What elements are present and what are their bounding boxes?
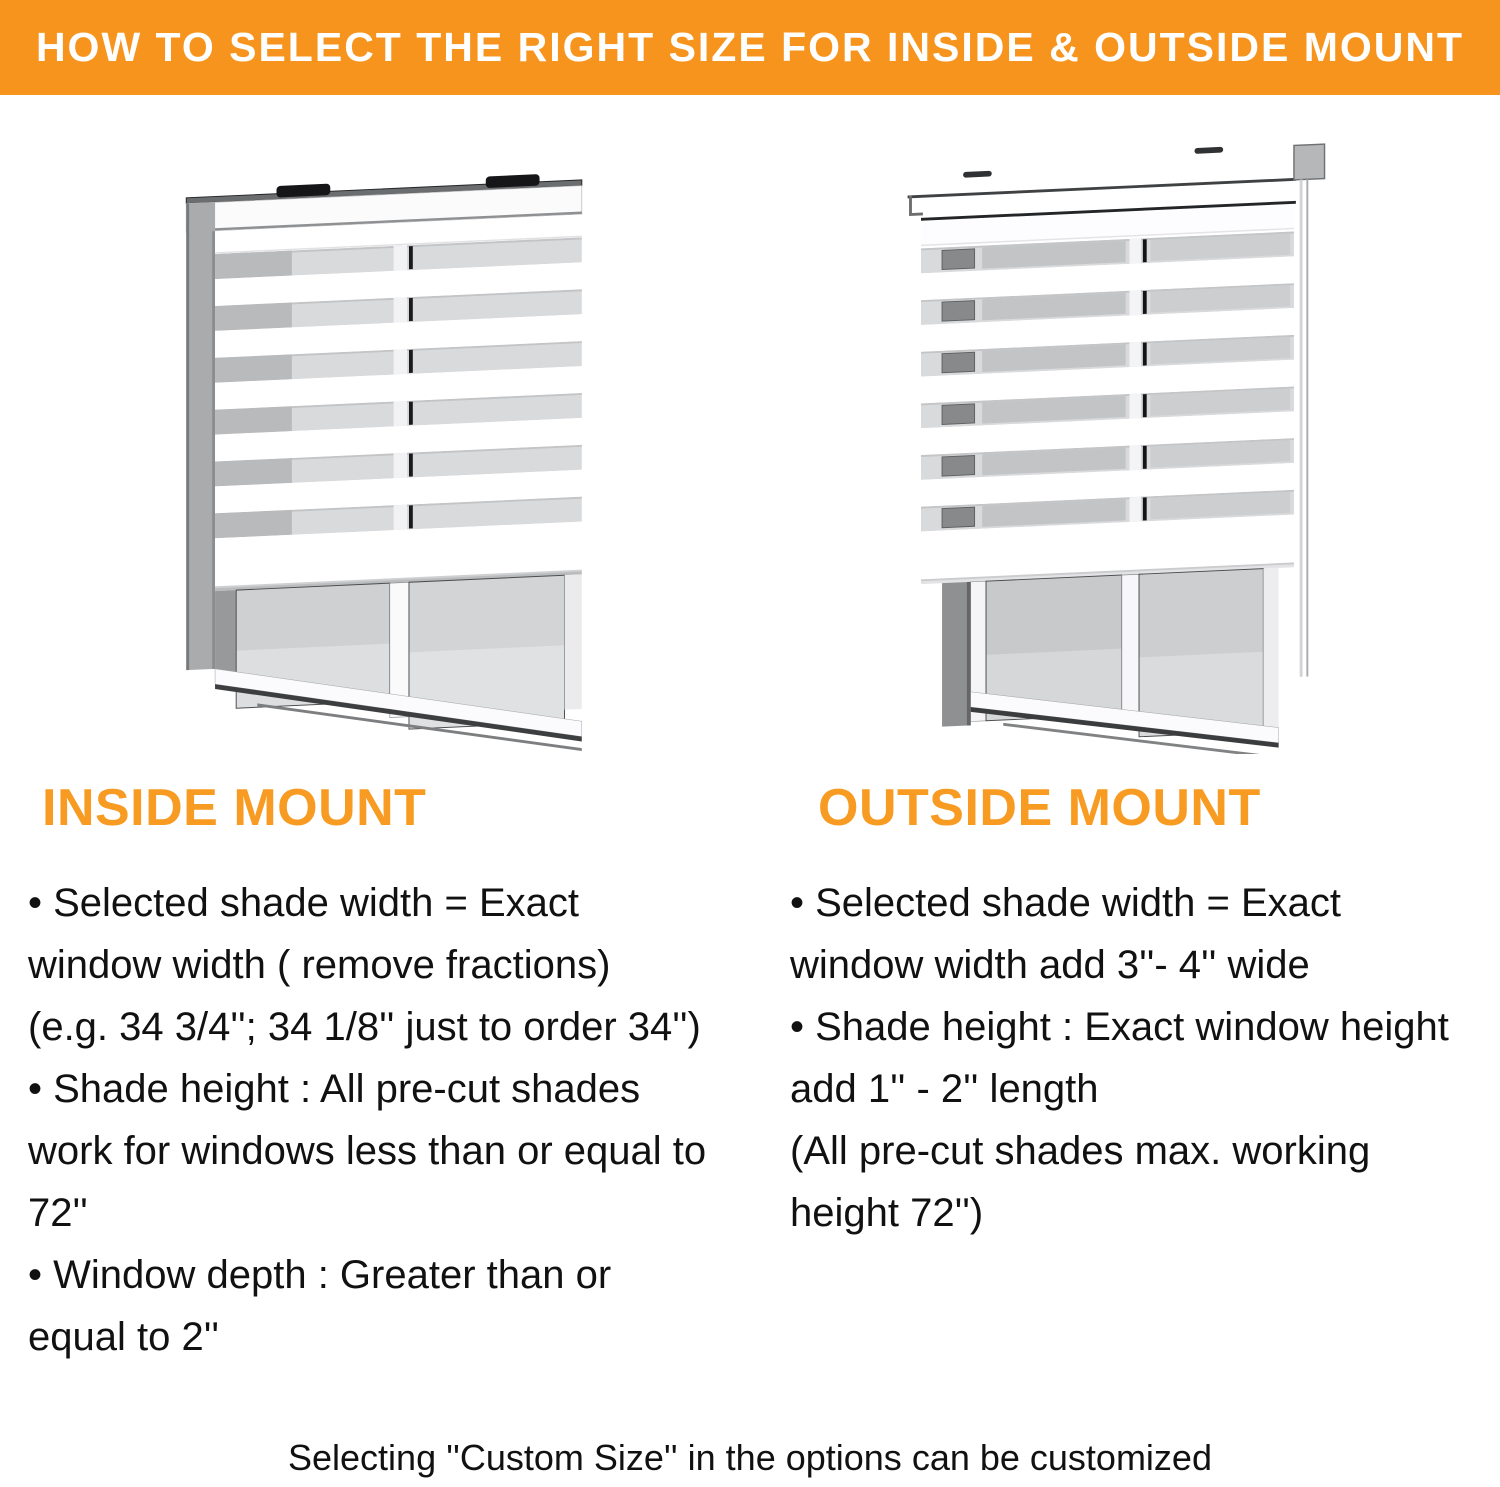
spec-line: height 72''): [790, 1191, 984, 1235]
inside-mount-heading: INSIDE MOUNT: [42, 779, 427, 837]
bracket-clip-icon: [277, 184, 331, 198]
spec-line: • Window depth : Greater than or: [28, 1253, 612, 1297]
spec-line: add 1'' - 2'' length: [790, 1067, 1099, 1111]
spec-line: (e.g. 34 3/4''; 34 1/8'' just to order 34''): [28, 1005, 701, 1049]
inside-mount-specs: [28, 872, 748, 1368]
outside-mount-window-drawing: [898, 142, 1338, 754]
screw-dash-icon: [1195, 147, 1224, 154]
zebra-shade: [215, 214, 582, 591]
inside-mount-window-drawing: [172, 152, 597, 752]
spec-line: window width ( remove fractions): [28, 943, 611, 987]
mounting-bracket-icon: [1294, 144, 1325, 180]
zebra-shade: [921, 205, 1294, 584]
spec-line: (All pre-cut shades max. working: [790, 1129, 1371, 1173]
outside-mount-illustration: [898, 142, 1338, 754]
outside-mount-heading: OUTSIDE MOUNT: [818, 779, 1261, 837]
spec-line: • Selected shade width = Exact: [790, 881, 1341, 925]
spec-line: equal to 2'': [28, 1315, 219, 1359]
window-left-jamb: [186, 202, 215, 670]
window-mullion: [1122, 574, 1139, 728]
spec-line: • Shade height : Exact window height: [790, 1005, 1449, 1049]
spec-line: • Shade height : All pre-cut shades: [28, 1067, 641, 1111]
inside-mount-illustration: [172, 152, 597, 752]
spec-line: • Selected shade width = Exact: [28, 881, 579, 925]
spec-line: window width add 3''- 4'' wide: [790, 943, 1310, 987]
custom-size-note: Selecting ''Custom Size'' in the options can be customized: [288, 1437, 1212, 1478]
outside-mount-specs: [790, 872, 1495, 1244]
spec-line: 72'': [28, 1191, 88, 1235]
spec-line: work for windows less than or equal to: [28, 1129, 707, 1173]
bracket-clip-icon: [486, 174, 540, 188]
screw-dash-icon: [963, 171, 992, 178]
header-banner: [0, 0, 1500, 95]
page-title: HOW TO SELECT THE RIGHT SIZE FOR INSIDE & OUTSIDE MOUNT: [35, 24, 1465, 70]
